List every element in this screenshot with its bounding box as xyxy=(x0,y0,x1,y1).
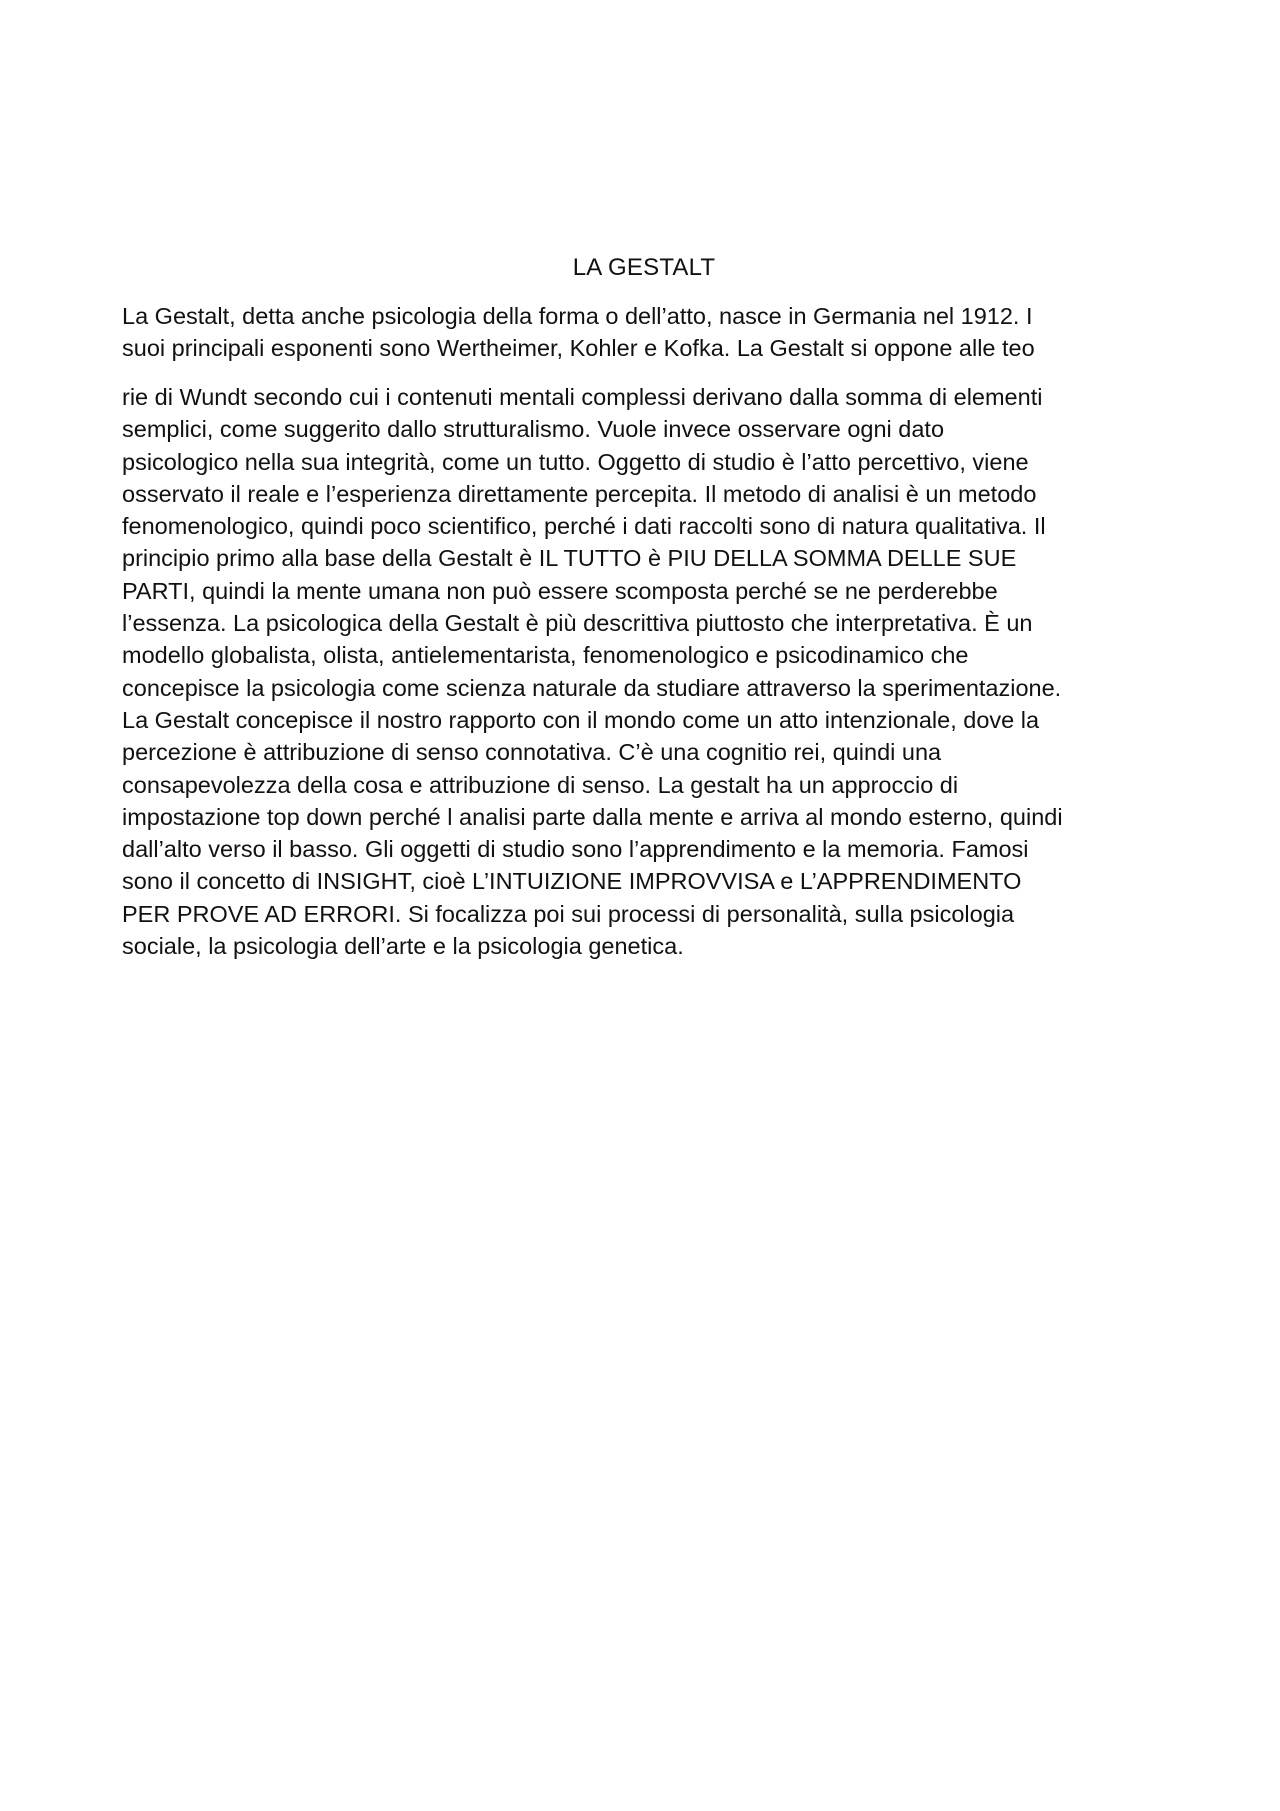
paragraph-intro xyxy=(122,300,1182,365)
text-line: sociale, la psicologia dell’arte e la psicologia genetica. xyxy=(122,933,684,960)
text-line: suoi principali esponenti sono Wertheimer, Kohler e Kofka. La Gestalt si oppone alle teo xyxy=(122,335,1035,362)
paragraph-body xyxy=(122,381,1182,962)
text-line: PER PROVE AD ERRORI. Si focalizza poi sui processi di personalità, sulla psicologia xyxy=(122,900,1015,927)
text-line: semplici, come suggerito dallo strutturalismo. Vuole invece osservare ogni dato xyxy=(122,416,945,443)
text-line: La Gestalt concepisce il nostro rapporto con il mondo come un atto intenzionale, dove la xyxy=(122,706,1040,733)
text-line: osservato il reale e l’esperienza direttamente percepita. Il metodo di analisi è un metodo xyxy=(122,480,1037,507)
text-line: impostazione top down perché l analisi parte dalla mente e arriva al mondo esterno, quindi xyxy=(122,803,1063,830)
text-line: La Gestalt, detta anche psicologia della forma o dell’atto, nasce in Germania nel 1912. I xyxy=(122,303,1033,329)
text-line: rie di Wundt secondo cui i contenuti mentali complessi derivano dalla somma di elementi xyxy=(122,384,1043,410)
text-line: concepisce la psicologia come scienza naturale da studiare attraverso la sperimentazione. xyxy=(122,674,1062,701)
text-line: modello globalista, olista, antielementarista, fenomenologico e psicodinamico che xyxy=(122,642,969,669)
text-line: consapevolezza della cosa e attribuzione di senso. La gestalt ha un approccio di xyxy=(122,771,959,798)
text-line: dall’alto verso il basso. Gli oggetti di studio sono l’apprendimento e la memoria. Famosi xyxy=(122,836,1029,863)
text-line: psicologico nella sua integrità, come un tutto. Oggetto di studio è l’atto percettivo, viene xyxy=(122,448,1029,475)
text-line: fenomenologico, quindi poco scientifico, perché i dati raccolti sono di natura qualitativa. Il xyxy=(122,513,1046,540)
text-line: percezione è attribuzione di senso connotativa. C’è una cognitio rei, quindi una xyxy=(122,739,942,766)
text-line: sono il concetto di INSIGHT, cioè L’INTUIZIONE IMPROVVISA e L’APPRENDIMENTO xyxy=(122,868,1022,895)
text-line: principio primo alla base della Gestalt è IL TUTTO è PIU DELLA SOMMA DELLE SUE xyxy=(122,545,1017,572)
text-line: PARTI, quindi la mente umana non può essere scomposta perché se ne perderebbe xyxy=(122,577,998,604)
page-title: LA GESTALT xyxy=(572,254,716,281)
text-line: l’essenza. La psicologica della Gestalt è più descrittiva piuttosto che interpretativa. È un xyxy=(122,610,1033,637)
